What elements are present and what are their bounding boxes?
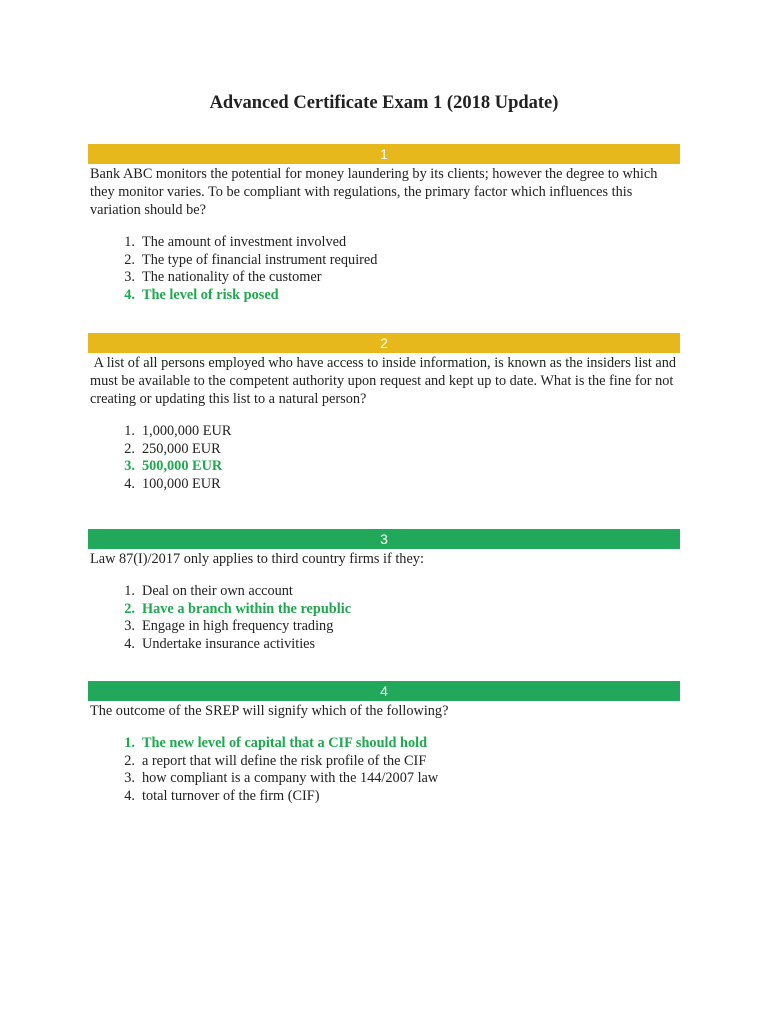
answer-option bbox=[88, 476, 680, 494]
option-text: total turnover of the firm (CIF) bbox=[142, 788, 320, 805]
option-text: 500,000 EUR bbox=[142, 458, 223, 475]
document-title: Advanced Certificate Exam 1 (2018 Update) bbox=[209, 93, 559, 113]
option-number: 1. bbox=[124, 234, 135, 250]
question-number-bar: 2 bbox=[88, 333, 680, 353]
answer-options bbox=[88, 423, 680, 494]
question-2 bbox=[88, 333, 680, 494]
option-number: 1. bbox=[124, 583, 135, 599]
answer-option-correct bbox=[88, 601, 680, 619]
option-text: 250,000 EUR bbox=[142, 440, 221, 457]
answer-option-correct bbox=[88, 458, 680, 476]
question-number-bar: 3 bbox=[88, 529, 680, 549]
option-text: Undertake insurance activities bbox=[142, 636, 316, 653]
option-number: 3. bbox=[124, 458, 135, 475]
option-number: 3. bbox=[124, 770, 135, 787]
option-number: 1. bbox=[124, 423, 135, 439]
option-text: Have a branch within the republic bbox=[142, 600, 352, 617]
option-text: Engage in high frequency trading bbox=[142, 618, 334, 635]
option-text: The nationality of the customer bbox=[142, 269, 322, 286]
question-text: Law 87(I)/2017 only applies to third country firms if they: bbox=[90, 551, 424, 567]
option-number: 2. bbox=[124, 752, 135, 769]
option-text: 1,000,000 EUR bbox=[142, 423, 232, 439]
question-3 bbox=[88, 529, 680, 654]
option-number: 1. bbox=[124, 735, 135, 751]
answer-option bbox=[88, 252, 680, 270]
answer-options bbox=[88, 735, 680, 806]
option-text: a report that will define the risk profile of the CIF bbox=[142, 752, 427, 769]
option-text: 100,000 EUR bbox=[142, 476, 221, 493]
answer-option bbox=[88, 234, 680, 252]
answer-option-correct bbox=[88, 735, 680, 753]
option-number: 4. bbox=[124, 287, 135, 304]
question-1 bbox=[88, 144, 680, 305]
option-text: how compliant is a company with the 144/2007 law bbox=[142, 770, 439, 787]
question-number-bar: 1 bbox=[88, 144, 680, 164]
answer-option-correct bbox=[88, 287, 680, 305]
answer-option bbox=[88, 753, 680, 771]
option-number: 4. bbox=[124, 636, 135, 653]
option-text: The level of risk posed bbox=[142, 287, 279, 304]
option-number: 3. bbox=[124, 618, 135, 635]
question-text: The outcome of the SREP will signify which of the following? bbox=[90, 703, 449, 719]
question-4 bbox=[88, 681, 680, 806]
option-number: 2. bbox=[124, 600, 135, 617]
option-number: 4. bbox=[124, 788, 135, 805]
option-text: Deal on their own account bbox=[142, 583, 293, 599]
option-text: The amount of investment involved bbox=[142, 234, 347, 250]
answer-option bbox=[88, 618, 680, 636]
answer-option bbox=[88, 423, 680, 441]
answer-options bbox=[88, 234, 680, 305]
question-number-bar: 4 bbox=[88, 681, 680, 701]
answer-option bbox=[88, 269, 680, 287]
answer-option bbox=[88, 441, 680, 459]
answer-option bbox=[88, 636, 680, 654]
option-text: The type of financial instrument required bbox=[142, 251, 378, 268]
question-text: A list of all persons employed who have access to inside information, is known as the insiders list and must be available to the competent authority upon request and kept up to date. What is the fine for not creating or updating this list to a natural person? bbox=[90, 355, 680, 407]
option-number: 3. bbox=[124, 269, 135, 286]
answer-option bbox=[88, 788, 680, 806]
option-text: The new level of capital that a CIF should hold bbox=[142, 735, 428, 751]
option-number: 2. bbox=[124, 440, 135, 457]
question-text: Bank ABC monitors the potential for money laundering by its clients; however the degree to which they monitor varies. To be compliant with regulations, the primary factor which influences this variation should be? bbox=[90, 166, 661, 218]
option-number: 4. bbox=[124, 476, 135, 493]
option-number: 2. bbox=[124, 251, 135, 268]
answer-option bbox=[88, 583, 680, 601]
answer-options bbox=[88, 583, 680, 654]
answer-option bbox=[88, 770, 680, 788]
